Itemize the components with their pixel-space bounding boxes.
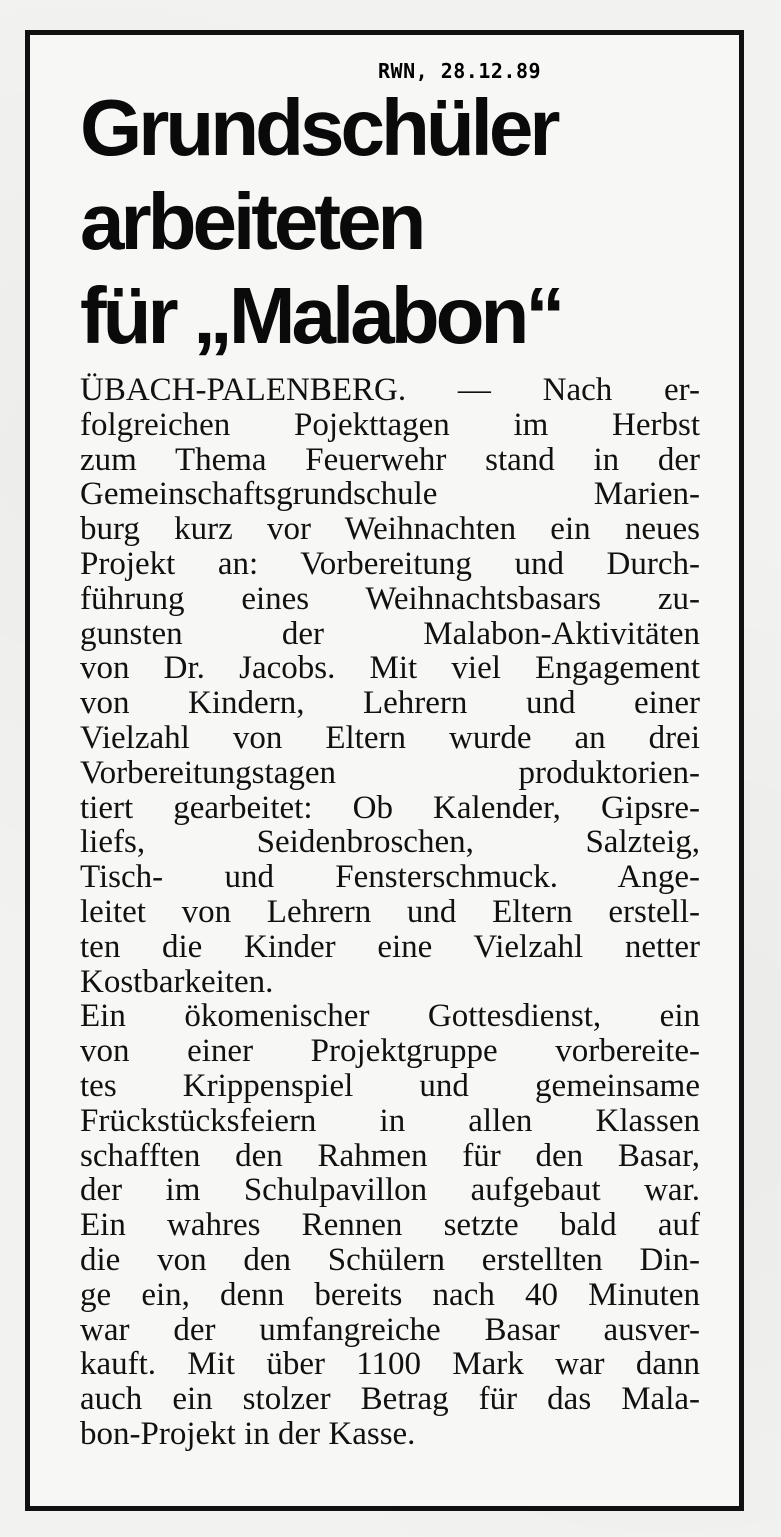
text-line: burg kurz vor Weihnachten ein neues: [80, 511, 700, 548]
text-line: auch ein stolzer Betrag für das Mala-: [80, 1381, 700, 1418]
text-line: schafften den Rahmen für den Basar,: [80, 1137, 700, 1174]
text-line: von Dr. Jacobs. Mit viel Engagement: [80, 650, 700, 687]
text-line: von einer Projektgruppe vorbereite-: [80, 1033, 700, 1070]
text-line: war der umfangreiche Basar ausver-: [80, 1311, 700, 1348]
text-line: ten die Kinder eine Vielzahl netter: [80, 928, 700, 965]
text-line: Vielzahl von Eltern wurde an drei: [80, 719, 700, 756]
text-line: ÜBACH-PALENBERG. — Nach er-: [80, 372, 700, 408]
text-line: Gemeinschaftsgrundschule Marien-: [80, 476, 700, 513]
headline-line: arbeiteten: [80, 177, 423, 266]
text-line: gunsten der Malabon-Aktivitäten: [80, 615, 700, 652]
text-line: Ein wahres Rennen setzte bald auf: [80, 1207, 700, 1244]
text-line: leitet von Lehrern und Eltern erstell-: [80, 893, 700, 930]
text-line: Kostbarkeiten.: [80, 963, 274, 1000]
text-line: führung eines Weihnachtsbasars zu-: [80, 580, 700, 617]
text-line: tiert gearbeitet: Ob Kalender, Gipsre-: [80, 789, 700, 826]
text-line: Tisch- und Fensterschmuck. Ange-: [80, 859, 700, 896]
text-line: liefs, Seidenbroschen, Salzteig,: [80, 824, 700, 861]
text-line: bon-Projekt in der Kasse.: [80, 1415, 416, 1452]
text-line: von Kindern, Lehrern und einer: [80, 685, 700, 722]
newspaper-clipping: [25, 30, 744, 1511]
paragraph-2: [80, 999, 700, 1451]
text-line: zum Thema Feuerwehr stand in der: [80, 441, 700, 478]
text-line: Projekt an: Vorbereitung und Durch-: [80, 545, 700, 582]
text-line: Frückstücksfeiern in allen Klassen: [80, 1102, 700, 1139]
headline-line: Grundschüler: [80, 83, 557, 172]
text-line: die von den Schülern erstellten Din-: [80, 1241, 700, 1278]
text-line: ge ein, denn bereits nach 40 Minuten: [80, 1276, 700, 1313]
headline: [80, 81, 700, 363]
article-body: [80, 373, 700, 1452]
text-line: tes Krippenspiel und gemeinsame: [80, 1067, 700, 1104]
headline-line: für „Malabon“: [80, 271, 562, 360]
text-line: Vorbereitungstagen produktorien-: [80, 754, 700, 791]
text-line: kauft. Mit über 1100 Mark war dann: [80, 1346, 700, 1383]
paragraph-1: [80, 373, 700, 999]
text-line: folgreichen Pojekttagen im Herbst: [80, 406, 700, 443]
text-line: der im Schulpavillon aufgebaut war.: [80, 1172, 700, 1209]
source-stamp: RWN, 28.12.89: [378, 59, 542, 83]
text-line: Ein ökomenischer Gottesdienst, ein: [80, 998, 700, 1035]
